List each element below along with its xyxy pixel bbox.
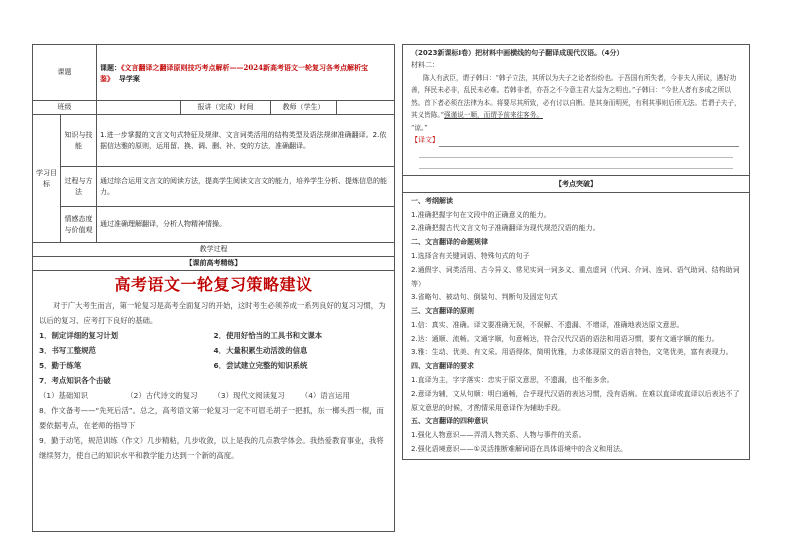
section-line: 1.强化人物意识——弄清人物关系、人物与事件的关系。 (411, 431, 586, 440)
goal-value-3: 通过准确理解翻译，分析人物精神情操。 (97, 207, 395, 243)
answer-line-1[interactable] (419, 147, 733, 158)
goals-label: 学习目标 (33, 115, 61, 243)
translation-line[interactable] (439, 138, 739, 147)
section-heading: 五、文言翻译的四种意识 (411, 417, 488, 426)
section-heading: 四、文言翻译的要求 (411, 362, 474, 371)
material-text: 陈人有武臣，谓子韩曰：“韩子立法，其所以为夫子之论者纷纷也。于吾国有所失者，今非夫人所议，遇好功善，拜民未必非，乱民未必难。若韩非者，亦吾之不今意主君大益为之明也。”子韩曰：“今世人者有多成之所以然。首下者必须在法律为本。将要尽其所致，必有讨以自断。是其身而明死，有利其事则后所无法。若谓子夫子，其义皆陈。”强谨说一顺，而谓予前来往客务。 (411, 73, 741, 120)
underlined-sentence: 强谨说一顺，而谓予前来往客务。 (444, 111, 543, 120)
course-label: 课题 (33, 45, 97, 101)
strategy-body (33, 298, 394, 463)
sub-item-2: （2）古代诗文的复习 (126, 391, 198, 400)
goal-value-1: 1.进一步掌握的文言文句式特征及规律、文言词类活用的结构类型及语法规律准确翻译。2.依据信达雅的原则，运用留、换、调、删、补、变的方法，准确翻译。 (97, 115, 395, 167)
sections (403, 193, 749, 459)
item-3: 3．书写工整规范 (39, 346, 96, 355)
intro-text: 对于广大考生而言，第一轮复习是高考全面复习的开始，这时考生必须养成一系列良好的复习习惯，为以后的复习、应考打下良好的基础。 (39, 301, 386, 325)
question: （2023新课标Ⅰ卷）把材料中画横线的句子翻译成现代汉语。（4分） (411, 49, 624, 57)
section-heading: 一、考纲解读 (411, 196, 453, 205)
item-8: 8．作文备考——“先死后活”。总之，高考语文第一轮复习一定不可眉毛胡子一把抓，东一榔头西一棍，而要依据考点，在老师的指导下 (39, 406, 384, 430)
class-label: 班级 (33, 101, 97, 115)
item-2: 2．使用好恰当的工具书和文课本 (213, 331, 323, 340)
sub-item-3: （3）现代文阅读复习 (213, 391, 285, 400)
section-line: 1.直译为主，字字落实：忠实于原文意思，不遗漏，也不能多余。 (411, 376, 614, 385)
section-line: 1.信：真实、准确。译文要准确无误，不误解、不遗漏、不增译，准确地表达原文意思。 (411, 320, 684, 329)
item-6: 6．尝试建立完整的知识系统 (213, 361, 308, 370)
item-4: 4．大量积累生动活泼的信息 (213, 346, 308, 355)
section-line: 3.雅：生动、优美、有文采。用语得体，简明优雅，力求体现原文的语言特色，文笔优美，富有表现力。 (411, 348, 733, 357)
time-label: 报讲（完成）时间 (181, 101, 271, 115)
big-title: 高考语文一轮复习策略建议 (114, 275, 313, 294)
section-line: 2.准确把握古代文言文句子准确翻译为现代规范汉语的能力。 (411, 224, 600, 233)
section-line: 2.强化语境意识——①灵活推断难解词语在具体语境中的含义和用法。 (411, 445, 627, 454)
process-label: 教学过程 (33, 243, 395, 257)
section-line: 2.意译为辅，文从句顺：明白通畅，合乎现代汉语的表达习惯，没有语病。在难以直译或直译以后表达不了原文意思的时候，才酌情采用意译作为辅助手段。 (411, 389, 740, 412)
answer-line-2[interactable] (419, 158, 733, 169)
section-line: 2.达：通顺、流畅。文通字顺，句意畅达，符合汉代汉语的语法和用语习惯，要有文通字顺的能力。 (411, 334, 719, 343)
goal-value-2: 通过综合运用文言文的阅读方法，提高学生阅读文言文的能力，培养学生分析、提炼信息的能力。 (97, 167, 395, 207)
material-tail: “谅。” (411, 123, 428, 132)
lesson-title-red: 《文言翻译之翻译原则技巧考点解析——2024新高考语文一轮复习各考点解析宝鉴》 (100, 62, 368, 83)
lesson-title: 课题：《文言翻译之翻译原则技巧考点解析——2024新高考语文一轮复习各考点解析宝鉴》 导学案 (97, 45, 395, 101)
goal-key-3: 情感态度与价值观 (61, 207, 97, 243)
item-7: 7．考点知识各个击破 (39, 376, 111, 385)
item-5: 5．勤于练笔 (39, 361, 82, 370)
sub-item-4: （4）语言运用 (300, 391, 350, 400)
section-line: 2.通假字、词类活用、古今异义、常见实词一词多义、重点虚词（代词、介词、连词、语气助词、结构助词等） (411, 265, 740, 288)
section-line: 3.省略句、被动句、倒装句、判断句及固定句式 (411, 293, 558, 302)
left-page (32, 44, 394, 524)
section-heading: 二、文言翻译的命题规律 (411, 238, 488, 247)
exercise-text (403, 45, 749, 175)
item-1: 1．制定详细的复习计划 (39, 331, 119, 340)
teacher-label: 教师（学生） (271, 101, 337, 115)
kd-header: 【考点突破】 (403, 175, 749, 193)
item-9: 9．勤于动笔，规范训练（作文）几步精粘，几步收敛，以上是我的几点教学体会。我热爱教育事业，我将继续努力，使自己的知识水平和教学能力达到一个新的高度。 (39, 436, 384, 460)
lesson-plan-table (32, 44, 395, 532)
strategy-cell (33, 271, 395, 532)
section-heading: 三、文言翻译的原则 (411, 307, 474, 316)
goal-key-2: 过程与方法 (61, 167, 97, 207)
section-line: 1.选择含有关键词语、特殊句式的句子 (411, 251, 530, 260)
bracket-label: 【课前高考精练】 (33, 257, 395, 271)
material-label: 材料二： (411, 61, 439, 70)
sub-item-1: （1）基础知识 (39, 391, 89, 400)
section-line: 1.准确把握字句在文段中的正确意义的能力。 (411, 210, 551, 219)
translation-label: 【译文】 (411, 136, 439, 145)
exercise-box (402, 44, 750, 460)
goal-key-1: 知识与技能 (61, 115, 97, 167)
right-page (402, 44, 750, 524)
